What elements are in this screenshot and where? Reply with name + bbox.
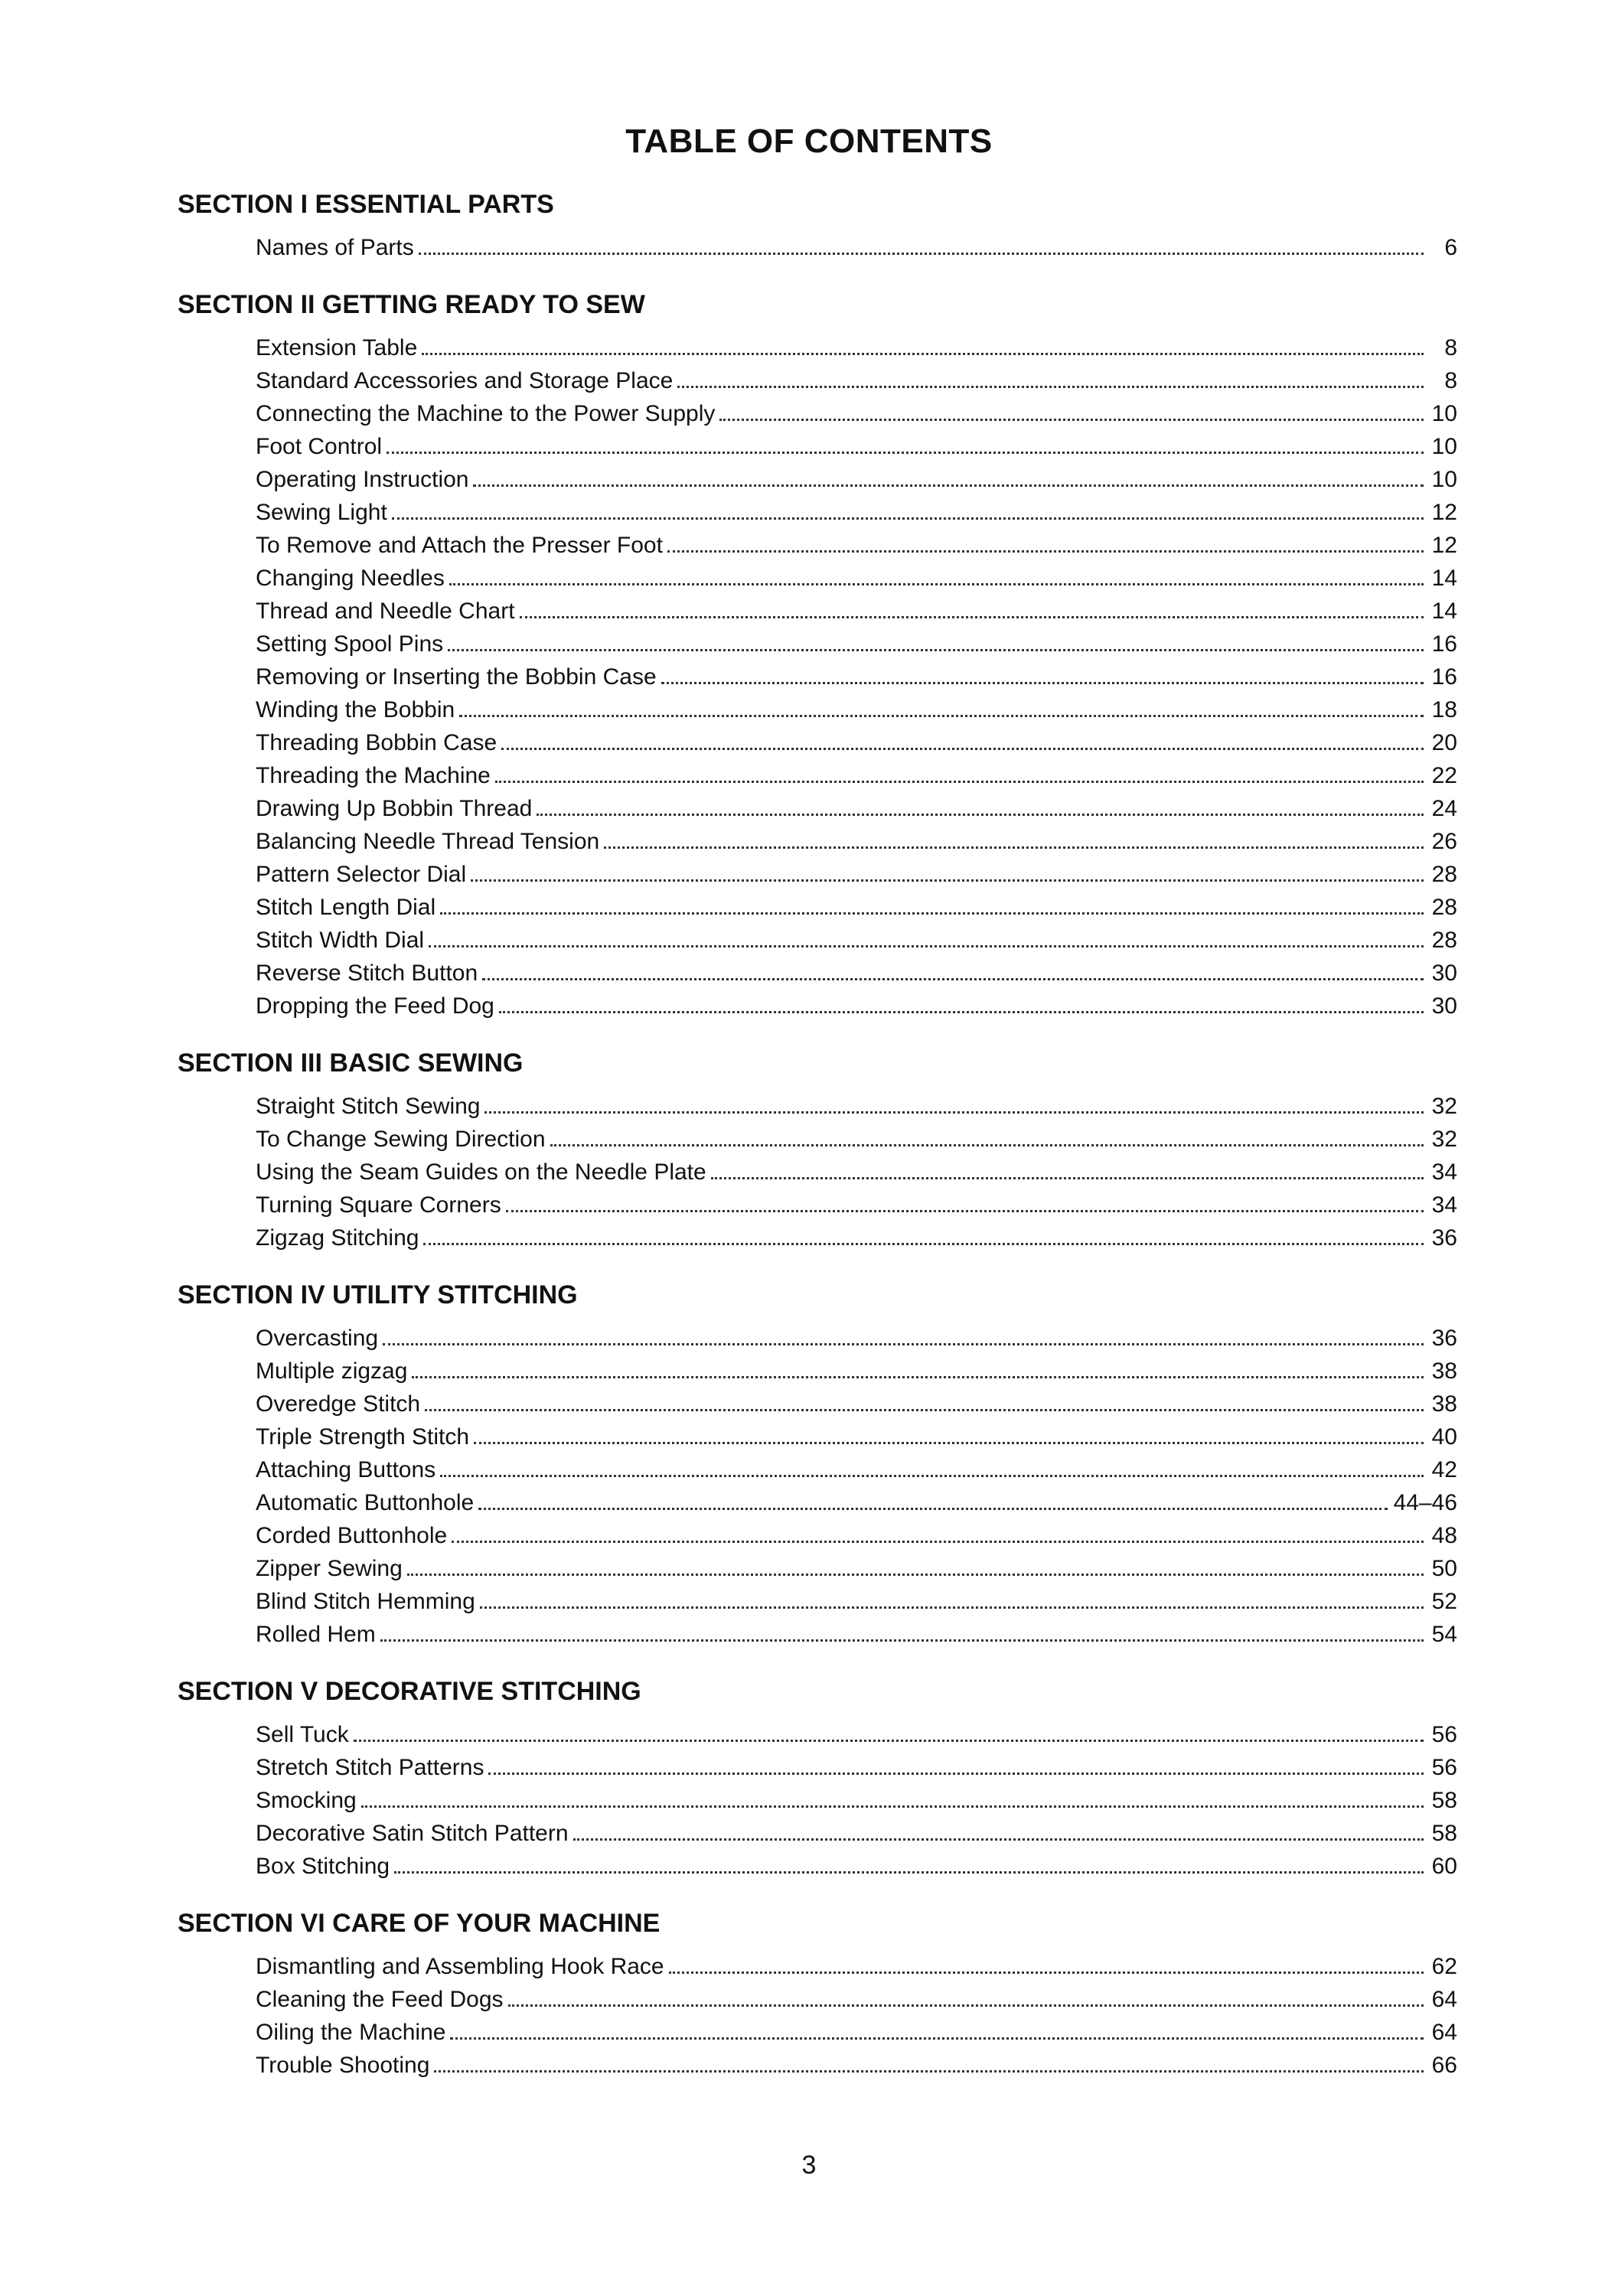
dot-leader — [440, 912, 1424, 915]
toc-entry-page: 56 — [1431, 1722, 1457, 1747]
toc-entry-page: 10 — [1431, 467, 1457, 492]
section-entries — [256, 1718, 1457, 1883]
toc-entry-title: Straight Stitch Sewing — [256, 1094, 481, 1119]
dot-leader — [474, 1442, 1424, 1444]
toc-entry-title: Pattern Selector Dial — [256, 862, 467, 887]
toc-entry-page: 18 — [1431, 697, 1457, 722]
dot-leader — [501, 748, 1424, 750]
toc-entry-page: 32 — [1431, 1094, 1457, 1119]
dot-leader — [412, 1376, 1424, 1378]
toc-entry-title: Changing Needles — [256, 566, 445, 591]
toc-entry[interactable] — [256, 1983, 1457, 2016]
toc-entry[interactable] — [256, 891, 1457, 924]
dot-leader — [440, 1475, 1424, 1477]
toc-entry-title: Winding the Bobbin — [256, 697, 455, 722]
toc-entry-title: Smocking — [256, 1788, 357, 1813]
toc-entry[interactable] — [256, 1718, 1457, 1751]
toc-entry[interactable] — [256, 1123, 1457, 1156]
toc-entry[interactable] — [256, 2049, 1457, 2082]
toc-entry-page: 58 — [1431, 1821, 1457, 1846]
toc-entry[interactable] — [256, 1156, 1457, 1189]
toc-entry-page: 20 — [1431, 730, 1457, 755]
section-entries — [256, 1950, 1457, 2082]
toc-entry-title: Stitch Length Dial — [256, 895, 436, 920]
toc-entry-page: 60 — [1431, 1854, 1457, 1879]
toc-entry-title: Operating Instruction — [256, 467, 469, 492]
toc-entry[interactable] — [256, 1090, 1457, 1123]
toc-entry-title: Rolled Hem — [256, 1622, 376, 1647]
dot-leader — [480, 1606, 1424, 1609]
dot-leader — [450, 2037, 1424, 2040]
toc-entry-page: 14 — [1431, 566, 1457, 591]
toc-entry[interactable] — [256, 562, 1457, 595]
dot-leader — [471, 879, 1424, 882]
toc-entry-page: 6 — [1444, 235, 1457, 260]
toc-entry[interactable] — [256, 990, 1457, 1022]
toc-entry[interactable] — [256, 529, 1457, 562]
toc-entry-title: Automatic Buttonhole — [256, 1490, 475, 1515]
section-entries — [256, 1090, 1457, 1254]
toc-entry-title: Cleaning the Feed Dogs — [256, 1987, 504, 2012]
toc-entry[interactable] — [256, 430, 1457, 463]
toc-entry[interactable] — [256, 1950, 1457, 1983]
toc-entry[interactable] — [256, 628, 1457, 660]
toc-entry-page: 32 — [1431, 1127, 1457, 1152]
toc-entry-title: Blind Stitch Hemming — [256, 1589, 475, 1614]
toc-entry-title: Setting Spool Pins — [256, 631, 444, 657]
dot-leader — [425, 1409, 1424, 1411]
toc-entry[interactable] — [256, 1519, 1457, 1552]
toc-entry-title: Multiple zigzag — [256, 1358, 408, 1384]
toc-entry[interactable] — [256, 364, 1457, 397]
table-of-contents — [178, 187, 1463, 2105]
toc-entry-page: 30 — [1431, 960, 1457, 986]
toc-entry[interactable] — [256, 1355, 1457, 1388]
toc-entry-title: Overcasting — [256, 1326, 379, 1351]
toc-entry-page: 10 — [1431, 434, 1457, 459]
toc-entry[interactable] — [256, 1322, 1457, 1355]
toc-entry-page: 34 — [1431, 1192, 1457, 1218]
toc-entry-page: 34 — [1431, 1159, 1457, 1185]
dot-leader — [419, 253, 1424, 255]
toc-entry[interactable] — [256, 1552, 1457, 1585]
toc-entry-title: Extension Table — [256, 335, 418, 360]
toc-entry[interactable] — [256, 1420, 1457, 1453]
section-heading: SECTION V DECORATIVE STITCHING — [178, 1677, 641, 1706]
toc-entry[interactable] — [256, 397, 1457, 430]
toc-entry-page: 64 — [1431, 2020, 1457, 2045]
toc-entry-page: 66 — [1431, 2053, 1457, 2078]
toc-entry-title: Foot Control — [256, 434, 383, 459]
toc-entry[interactable] — [256, 693, 1457, 726]
page-title: TABLE OF CONTENTS — [625, 122, 993, 160]
toc-entry-page: 30 — [1431, 993, 1457, 1019]
dot-leader — [422, 353, 1424, 355]
toc-entry[interactable] — [256, 595, 1457, 628]
toc-entry-title: Balancing Needle Thread Tension — [256, 829, 600, 854]
toc-entry-title: Box Stitching — [256, 1854, 390, 1879]
toc-entry[interactable] — [256, 726, 1457, 759]
toc-entry-title: Threading Bobbin Case — [256, 730, 497, 755]
section-heading: SECTION III BASIC SEWING — [178, 1049, 524, 1078]
toc-entry[interactable] — [256, 1751, 1457, 1784]
dot-leader — [482, 978, 1424, 980]
toc-entry-title: Zigzag Stitching — [256, 1225, 419, 1251]
toc-entry[interactable] — [256, 2016, 1457, 2049]
toc-entry[interactable] — [256, 759, 1457, 792]
toc-entry-title: Threading the Machine — [256, 763, 491, 788]
dot-leader — [448, 649, 1424, 651]
toc-entry-page: 38 — [1431, 1391, 1457, 1417]
dot-leader — [354, 1740, 1424, 1742]
toc-entry-page: 26 — [1431, 829, 1457, 854]
toc-entry-title: Zipper Sewing — [256, 1556, 403, 1581]
dot-leader — [473, 484, 1424, 487]
toc-entry-page: 58 — [1431, 1788, 1457, 1813]
toc-entry-page: 22 — [1431, 763, 1457, 788]
dot-leader — [392, 517, 1424, 520]
toc-entry-title: Dropping the Feed Dog — [256, 993, 494, 1019]
toc-entry[interactable] — [256, 1618, 1457, 1651]
toc-entry-title: Oiling the Machine — [256, 2020, 446, 2045]
dot-leader — [711, 1177, 1424, 1179]
toc-entry-title: Standard Accessories and Storage Place — [256, 368, 674, 393]
toc-entry-title: Drawing Up Bobbin Thread — [256, 796, 533, 821]
section-heading: SECTION I ESSENTIAL PARTS — [178, 190, 554, 219]
toc-entry[interactable] — [256, 792, 1457, 825]
dot-leader — [495, 781, 1424, 783]
toc-entry-page: 62 — [1431, 1954, 1457, 1979]
toc-entry-title: To Remove and Attach the Presser Foot — [256, 533, 663, 558]
toc-entry-page: 44–46 — [1393, 1490, 1457, 1515]
dot-leader — [537, 814, 1424, 816]
toc-entry[interactable] — [256, 1221, 1457, 1254]
toc-entry-title: Trouble Shooting — [256, 2053, 430, 2078]
toc-entry-page: 28 — [1431, 928, 1457, 953]
toc-entry[interactable] — [256, 1189, 1457, 1221]
toc-entry[interactable] — [256, 496, 1457, 529]
section-entries — [256, 1322, 1457, 1651]
page-number: 3 — [801, 2151, 817, 2180]
toc-entry-page: 16 — [1431, 664, 1457, 690]
toc-entry-page: 42 — [1431, 1457, 1457, 1482]
dot-leader — [478, 1508, 1387, 1510]
toc-entry-title: Stretch Stitch Patterns — [256, 1755, 484, 1780]
dot-leader — [484, 1111, 1424, 1114]
dot-leader — [452, 1541, 1424, 1543]
toc-entry-page: 16 — [1431, 631, 1457, 657]
toc-entry-page: 36 — [1431, 1225, 1457, 1251]
dot-leader — [499, 1011, 1424, 1013]
toc-entry[interactable] — [256, 957, 1457, 990]
dot-leader — [459, 715, 1424, 717]
toc-entry-title: Triple Strength Stitch — [256, 1424, 470, 1450]
dot-leader — [506, 1210, 1424, 1212]
toc-entry-title: Sell Tuck — [256, 1722, 349, 1747]
section-entries — [256, 331, 1457, 1022]
section-heading: SECTION II GETTING READY TO SEW — [178, 290, 645, 319]
section-entries — [256, 231, 1457, 264]
toc-entry-title: Reverse Stitch Button — [256, 960, 478, 986]
toc-entry-page: 56 — [1431, 1755, 1457, 1780]
toc-entry[interactable] — [256, 231, 1457, 264]
toc-entry[interactable] — [256, 1453, 1457, 1486]
toc-entry-page: 50 — [1431, 1556, 1457, 1581]
toc-entry-page: 40 — [1431, 1424, 1457, 1450]
dot-leader — [669, 1971, 1424, 1974]
toc-entry-title: Dismantling and Assembling Hook Race — [256, 1954, 664, 1979]
toc-entry-page: 52 — [1431, 1589, 1457, 1614]
dot-leader — [719, 419, 1424, 421]
toc-entry[interactable] — [256, 858, 1457, 891]
dot-leader — [661, 682, 1424, 684]
toc-entry-page: 10 — [1431, 401, 1457, 426]
dot-leader — [380, 1639, 1424, 1642]
dot-leader — [394, 1871, 1424, 1874]
section-heading: SECTION IV UTILITY STITCHING — [178, 1280, 578, 1309]
toc-entry[interactable] — [256, 1817, 1457, 1850]
dot-leader — [520, 616, 1424, 618]
toc-entry[interactable] — [256, 825, 1457, 858]
toc-entry-page: 8 — [1444, 335, 1457, 360]
toc-entry-title: Corded Buttonhole — [256, 1523, 448, 1548]
toc-entry-page: 64 — [1431, 1987, 1457, 2012]
dot-leader — [407, 1574, 1424, 1576]
dot-leader — [387, 452, 1424, 454]
toc-entry-page: 28 — [1431, 862, 1457, 887]
toc-entry-title: Sewing Light — [256, 500, 387, 525]
toc-entry-title: Using the Seam Guides on the Needle Plate — [256, 1159, 706, 1185]
dot-leader — [429, 945, 1424, 947]
toc-entry-page: 38 — [1431, 1358, 1457, 1384]
toc-entry-page: 12 — [1431, 533, 1457, 558]
section-heading: SECTION VI CARE OF YOUR MACHINE — [178, 1909, 661, 1938]
toc-entry-title: Decorative Satin Stitch Pattern — [256, 1821, 569, 1846]
toc-entry[interactable] — [256, 331, 1457, 364]
dot-leader — [488, 1773, 1424, 1775]
toc-entry[interactable] — [256, 1784, 1457, 1817]
toc-entry[interactable] — [256, 924, 1457, 957]
toc-entry[interactable] — [256, 1388, 1457, 1420]
dot-leader — [667, 550, 1424, 553]
toc-entry-title: To Change Sewing Direction — [256, 1127, 546, 1152]
dot-leader — [677, 386, 1424, 388]
toc-entry-page: 8 — [1444, 368, 1457, 393]
toc-entry-title: Names of Parts — [256, 235, 414, 260]
dot-leader — [434, 2070, 1424, 2073]
toc-entry-page: 24 — [1431, 796, 1457, 821]
dot-leader — [573, 1838, 1424, 1841]
dot-leader — [423, 1243, 1424, 1245]
toc-entry-title: Stitch Width Dial — [256, 928, 425, 953]
toc-entry[interactable] — [256, 1486, 1457, 1519]
dot-leader — [383, 1343, 1424, 1345]
toc-entry[interactable] — [256, 463, 1457, 496]
toc-entry-title: Overedge Stitch — [256, 1391, 421, 1417]
toc-entry-page: 12 — [1431, 500, 1457, 525]
toc-entry-page: 14 — [1431, 598, 1457, 624]
dot-leader — [604, 846, 1424, 849]
toc-entry-title: Attaching Buttons — [256, 1457, 436, 1482]
toc-entry-page: 48 — [1431, 1523, 1457, 1548]
toc-entry[interactable] — [256, 660, 1457, 693]
dot-leader — [361, 1805, 1424, 1808]
toc-entry[interactable] — [256, 1585, 1457, 1618]
toc-entry-title: Connecting the Machine to the Power Supply — [256, 401, 716, 426]
toc-entry-title: Removing or Inserting the Bobbin Case — [256, 664, 657, 690]
dot-leader — [449, 583, 1424, 585]
toc-entry-page: 54 — [1431, 1622, 1457, 1647]
toc-entry-title: Thread and Needle Chart — [256, 598, 515, 624]
toc-entry[interactable] — [256, 1850, 1457, 1883]
toc-entry-page: 36 — [1431, 1326, 1457, 1351]
toc-entry-page: 28 — [1431, 895, 1457, 920]
toc-entry-title: Turning Square Corners — [256, 1192, 501, 1218]
dot-leader — [508, 2004, 1424, 2007]
dot-leader — [550, 1144, 1424, 1146]
